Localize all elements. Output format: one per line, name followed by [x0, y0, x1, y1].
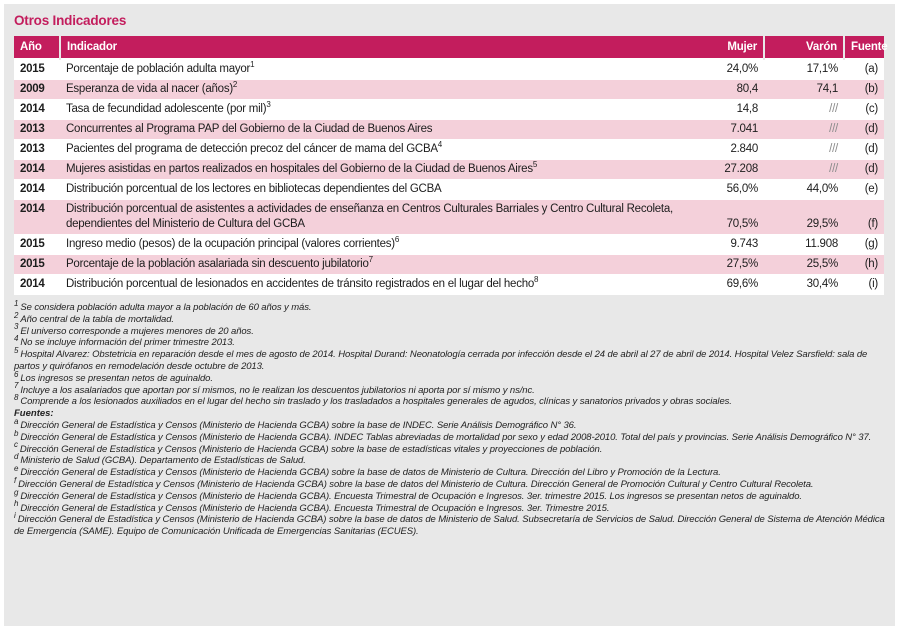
- indicator-cell: Concurrentes al Programa PAP del Gobierno de la Ciudad de Buenos Aires: [66, 123, 433, 135]
- varon-value-cell: 25,5%: [806, 258, 838, 270]
- year-cell: 2014: [20, 203, 45, 215]
- source-line-marker: f: [14, 475, 17, 485]
- year-cell: 2014: [20, 278, 45, 290]
- year-cell: 2014: [20, 103, 45, 115]
- fuente-cell: (g): [864, 238, 878, 250]
- col-header-fuente: Fuente: [844, 36, 884, 59]
- table-row: [14, 100, 884, 120]
- source-line: $^f$ Dirección General de Estadística y Censos (Ministerio de Hacienda GCBA) sobre la base de datos del Ministerio de Cultura. Dirección General de Promoción Cultural y Centro Cultural Recoleta.: [14, 475, 814, 490]
- source-line: $^d$ Ministerio de Salud (GCBA). Departamento de Estadísticas de Salud.: [14, 452, 306, 467]
- fuente-cell: (i): [868, 278, 878, 290]
- table-row: [14, 140, 884, 160]
- varon-value-cell: ///: [829, 123, 838, 135]
- table-row: [14, 235, 884, 255]
- col-header-indicator: Indicador: [60, 36, 694, 59]
- year-cell: 2009: [20, 83, 45, 95]
- mujer-value-cell: 14,8: [736, 103, 758, 115]
- source-line-marker: b: [14, 428, 19, 438]
- indicator-cell: Porcentaje de la población asalariada sin descuento jubilatorio$^7$: [66, 255, 373, 270]
- footnote-marker: 6: [14, 369, 19, 379]
- mujer-value-cell: 27.208: [724, 163, 758, 175]
- col-header-mujer: Mujer: [694, 36, 764, 59]
- table-row: [14, 275, 884, 295]
- page-title: Otros Indicadores: [14, 13, 127, 28]
- varon-value-cell: 17,1%: [806, 63, 838, 75]
- footnote-marker: 5: [14, 346, 19, 356]
- varon-value-cell: 44,0%: [806, 183, 838, 195]
- year-cell: 2015: [20, 238, 45, 250]
- source-line: $^h$ Dirección General de Estadística y Censos (Ministerio de Hacienda GCBA). Encuesta Trimestral de Ocupación e Ingresos. 3er. Trimestre 2015.: [14, 499, 610, 514]
- indicator-cell: Mujeres asistidas en partos realizados en hospitales del Gobierno de la Ciudad de Buenos Aires$^5$: [66, 160, 538, 175]
- varon-value-cell: 30,4%: [806, 278, 838, 290]
- fuente-cell: (f): [867, 218, 878, 230]
- footnote: $^1$ Se considera población adulta mayor a la población de 60 años y más.: [14, 298, 312, 313]
- indicator-cell: Distribución porcentual de los lectores en bibliotecas dependientes del GCBA: [66, 183, 442, 195]
- fuente-cell: (b): [864, 83, 878, 95]
- source-line: $^b$ Dirección General de Estadística y Censos (Ministerio de Hacienda GCBA). INDEC Tablas abreviadas de mortalidad por sexo y edad 2008-2010. Total del país y provincias. Serie Análisis Demográfico N° 37.: [14, 428, 872, 443]
- table-row: [14, 80, 884, 100]
- source-line: $^g$ Dirección General de Estadística y Censos (Ministerio de Hacienda GCBA). Encuesta Trimestral de Ocupación e Ingresos. 3er. trimestre 2015. Los ingresos se presentan netos de aguinaldo.: [14, 487, 802, 502]
- indicator-cell: Pacientes del programa de detección precoz del cáncer de mama del GCBA$^4$: [66, 140, 442, 155]
- year-cell: 2015: [20, 258, 45, 270]
- varon-value-cell: ///: [829, 103, 838, 115]
- varon-value-cell: ///: [829, 163, 838, 175]
- indicator-cell: Porcentaje de población adulta mayor$^1$: [66, 60, 255, 75]
- table-row: [14, 180, 884, 200]
- sources-label: Fuentes:: [14, 408, 54, 420]
- indicator-cell: Distribución porcentual de asistentes a actividades de enseñanza en Centros Culturales Barriales y Centro Cultural Recoleta, dependientes del Ministerio de Cultura del GCBA: [66, 203, 673, 230]
- footnote-marker: 1: [14, 298, 19, 308]
- fuente-cell: (d): [864, 123, 878, 135]
- mujer-value-cell: 9.743: [730, 238, 758, 250]
- footnote: $^5$ Hospital Alvarez: Obstetricia en reparación desde el mes de agosto de 2014. Hospital Durand: Neonatología cerrada por infección desde el 24 de abril al 27 de abril de 2014. Hospital Velez Sarsfield: sala de partos y quirófanos en remodelación desde octubre de 2013.: [14, 346, 868, 372]
- source-line: $^e$ Dirección General de Estadística y Censos (Ministerio de Hacienda GCBA) sobre la base de datos de Ministerio de Cultura. Dirección del Libro y Promoción de la Lectura.: [14, 464, 721, 479]
- col-header-varon: Varón: [764, 36, 844, 59]
- mujer-value-cell: 70,5%: [726, 218, 758, 230]
- mujer-value-cell: 2.840: [730, 143, 758, 155]
- footnote-marker: 8: [14, 393, 19, 403]
- table-row: [14, 59, 884, 80]
- sources-block: [14, 416, 885, 538]
- source-line: $^a$ Dirección General de Estadística y Censos (Ministerio de Hacienda GCBA) sobre la base de INDEC. Serie Análisis Demográfico N° 36.: [14, 416, 577, 431]
- footnote-marker: 2: [14, 310, 19, 320]
- indicator-cell: Esperanza de vida al nacer (años)$^2$: [66, 80, 238, 95]
- source-line: $^i$ Dirección General de Estadística y Censos (Ministerio de Hacienda GCBA) sobre la base de datos de Ministerio de Salud. Subsecretaría de Servicios de Salud. Dirección General de Sistema de Atención Médica de Emergencia (SAME). Equipo de Comunicación Unificada de Emergencias Sanitarias (ECUES).: [14, 511, 885, 538]
- footnote: $^4$ No se incluye información del primer trimestre 2013.: [14, 334, 235, 349]
- mujer-value-cell: 56,0%: [726, 183, 758, 195]
- fuente-cell: (d): [864, 163, 878, 175]
- mujer-value-cell: 24,0%: [726, 63, 758, 75]
- indicator-cell: Distribución porcentual de lesionados en accidentes de tránsito registrados en el lugar del hecho$^8$: [66, 275, 539, 290]
- footnote-marker: 7: [14, 381, 19, 391]
- source-line-marker: d: [14, 452, 19, 462]
- mujer-value-cell: 69,6%: [726, 278, 758, 290]
- mujer-value-cell: 80,4: [736, 83, 758, 95]
- indicator-cell: Ingreso medio (pesos) de la ocupación principal (valores corrientes)$^6$: [66, 235, 400, 250]
- footnote: $^6$ Los ingresos se presentan netos de aguinaldo.: [14, 369, 213, 384]
- fuente-cell: (c): [865, 103, 878, 115]
- varon-value-cell: 29,5%: [806, 218, 838, 230]
- table-row: [14, 160, 884, 180]
- footnote-marker: 4: [14, 334, 19, 344]
- footnotes-block: [14, 298, 885, 408]
- footnote-marker: 3: [14, 322, 19, 332]
- source-line-marker: e: [14, 464, 19, 473]
- table-row: [14, 255, 884, 275]
- year-cell: 2014: [20, 163, 45, 175]
- fuente-cell: (h): [864, 258, 878, 270]
- source-line-marker: c: [14, 440, 18, 450]
- source-line-marker: i: [14, 511, 16, 521]
- footnote: $^7$ Incluye a los asalariados que aportan por sí mismos, no le realizan los descuentos jubilatorios ni aporta por sí mismo y ns/nc.: [14, 381, 535, 396]
- footnote: $^3$ El universo corresponde a mujeres menores de 20 años.: [14, 322, 254, 337]
- table-row: [14, 200, 884, 235]
- table-header-row: [14, 36, 884, 59]
- varon-value-cell: 74,1: [816, 83, 838, 95]
- year-cell: 2015: [20, 63, 45, 75]
- year-cell: 2013: [20, 123, 45, 135]
- col-header-year: Año: [14, 36, 60, 59]
- report-panel: [4, 4, 895, 626]
- source-line-marker: h: [14, 499, 19, 509]
- indicators-table: [14, 36, 888, 295]
- indicator-cell: Tasa de fecundidad adolescente (por mil)$^3$: [66, 100, 271, 115]
- mujer-value-cell: 27,5%: [726, 258, 758, 270]
- fuente-cell: (d): [864, 143, 878, 155]
- fuente-cell: (a): [864, 63, 878, 75]
- mujer-value-cell: 7.041: [730, 123, 758, 135]
- footnote: $^2$ Año central de la tabla de mortalidad.: [14, 310, 174, 325]
- varon-value-cell: ///: [829, 143, 838, 155]
- source-line: $^c$ Dirección General de Estadística y Censos (Ministerio de Hacienda GCBA) sobre la base de estadísticas vitales y proyecciones de población.: [14, 440, 603, 455]
- source-line-marker: g: [14, 487, 19, 497]
- year-cell: 2013: [20, 143, 45, 155]
- source-line-marker: a: [14, 416, 19, 426]
- footnote: $^8$ Comprende a los lesionados auxiliados en el lugar del hecho sin traslado y los trasladados a hospitales generales de agudos, clínicas y sanatorios privados y obras sociales.: [14, 393, 732, 408]
- year-cell: 2014: [20, 183, 45, 195]
- varon-value-cell: 11.908: [805, 238, 838, 250]
- table-row: [14, 120, 884, 140]
- fuente-cell: (e): [864, 183, 878, 195]
